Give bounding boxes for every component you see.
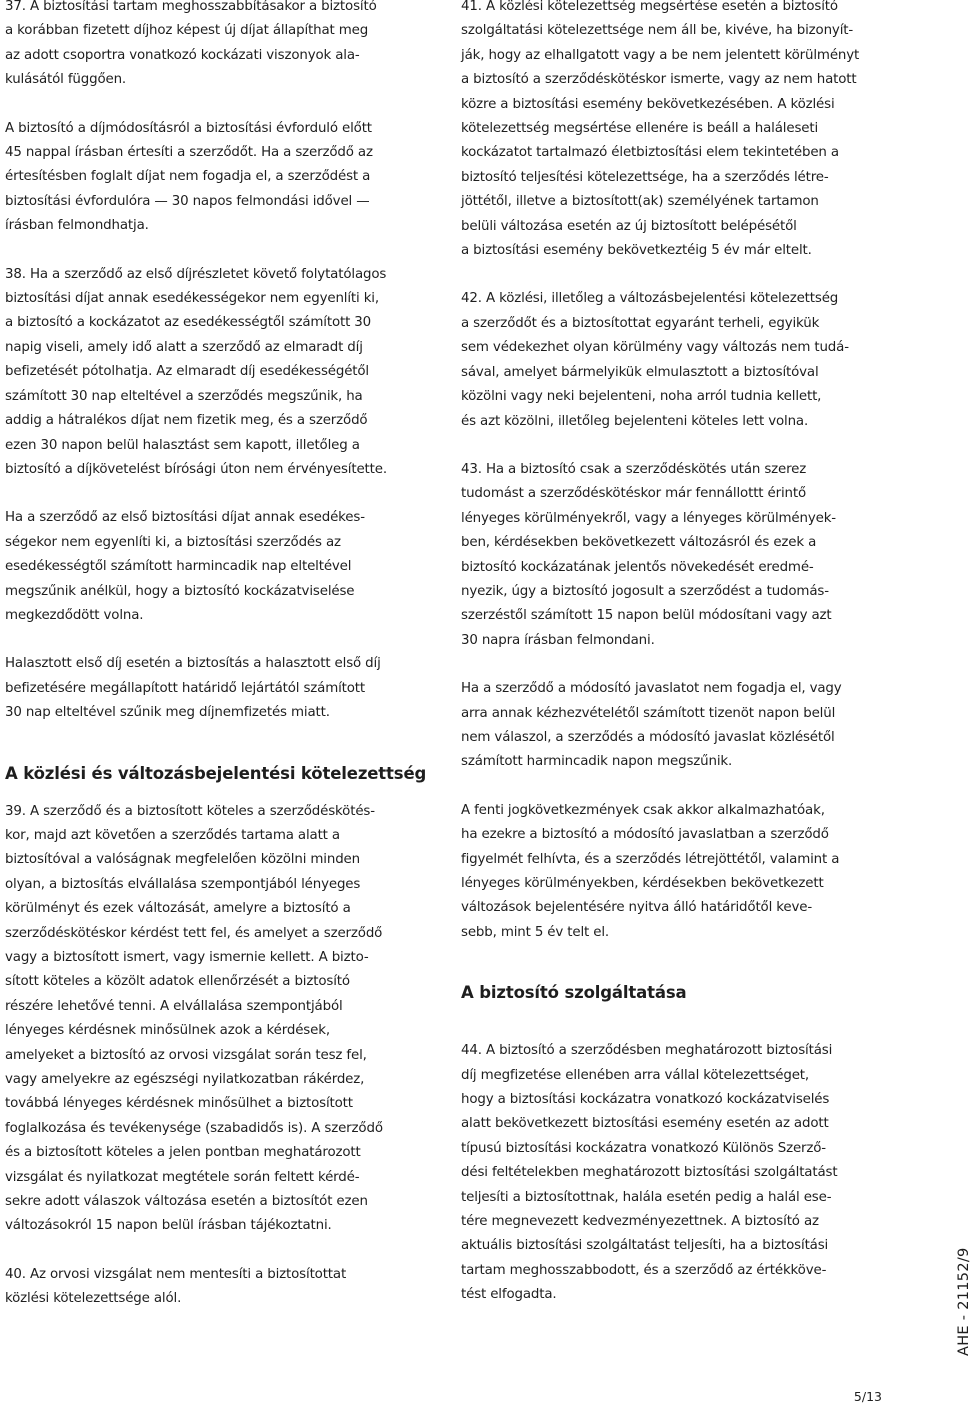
- right-column: [461, 0, 899, 1308]
- paragraph-37-premium-change: A biztosító a díjmódosításról a biztosítási évforduló előtt 45 nappal írásban értesíti a szerződőt. Ha a szerződő az értesítésben foglalt díjat nem fogadja el, a szerződést a biztosítási évfordulóra — 30 napos felmondási idővel — írásban felmondhatja.: [5, 120, 373, 234]
- paragraph-38: 38. Ha a szerződő az első díjrészletet követő folytatólagos biztosítási díjat annak esedékességekor nem egyenlíti ki, a biztosító a kockázatot az esedékességtől számított 30 napig viseli, amely idő alatt a szerződő az elmaradt díj befizetését pótolhatja. Az elmaradt díj esedékességétől számított 30 nap elteltével a szerződés megszűnik, ha addig a hátralékos díjat nem fizetik meg, és a szerződő ezen 30 napon belül halasztást sem kapott, illetőleg a biztosító a díjkövetelést bírósági úton nem érvényesítette.: [5, 266, 387, 477]
- paragraph-44: 44. A biztosító a szerződésben meghatározott biztosítási díj megfizetése ellenében arra vállal kötelezettséget, hogy a biztosítási kockázatra vonatkozó kockázatviselés alatt bekövetkezett biztosítási esemény esetén az adott típusú biztosítási kockázatra vonatkozó Különös Szerző- dési feltételekben meghatározott biztosítási szolgáltatást teljesíti a biztosítottnak, halála esetén pedig a halál ese- tére megnevezett kedvezményezettnek. A biztosító az aktuális biztosítási szolgáltatást teljesíti, ha a biztosítási tartam meghosszabbodott, és a szerződő az értékköve- tést elfogadta.: [461, 1043, 838, 1303]
- paragraph-39: 39. A szerződő és a biztosított köteles a szerződéskötés- kor, majd azt követően a szerződés tartama alatt a biztosítóval a valóságnak megfelelően közölni minden olyan, a biztosítás elvállalása szempontjából lényeges körülményt és ezek változását, amelyre a biztosító a szerződéskötéskor kérdést tett fel, és amelyet a szerződő vagy a biztosított ismert, vagy ismernie kellett. A bizto- sított köteles a közölt adatok ellenőrzését a biztosító részére lehetővé tenni. A elvállalása szempontjából lényeges kérdésnek minősülnek azok a kérdések, amelyeket a biztosító az orvosi vizsgálat során tesz fel, vagy amelyekre az egészségi nyilatkozatban rákérdez, továbbá lényeges kérdésnek minősülhet a biztosított foglalkozása és tevékenysége (szabadidős is). A szerződő és a biztosított köteles a jelen pontban meghatározott vizsgálat és nyilatkozat megtétele során feltett kérdé- sekre adott válaszok változása esetén a biztosítót ezen változásokról 15 napon belül írásban tájékoztatni.: [5, 803, 383, 1234]
- paragraph-38-deferred-premium: Halasztott első díj esetén a biztosítás a halasztott első díj befizetésére megállapított határidő lejártától számított 30 nap elteltével szűnik meg díjnemfizetés miatt.: [5, 656, 381, 721]
- left-column: [5, 0, 437, 1312]
- paragraph-37: 37. A biztosítási tartam meghosszabbításakor a biztosító a korábban fizetett díjhoz képest új díjat állapíthat meg az adott csoportra vonatkozó kockázati viszonyok ala- kulásától függően.: [5, 0, 377, 88]
- paragraph-43-modification: Ha a szerződő a módosító javaslatot nem fogadja el, vagy arra annak kézhezvételétől számított tizenöt napon belül nem válaszol, a szerződés a módosító javaslat közlésétől számított harmincadik napon megszűnik.: [461, 681, 842, 770]
- paragraph-38-first-premium: Ha a szerződő az első biztosítási díjat annak esedékes- ségekor nem egyenlíti ki, a biztosítási szerződés az esedékességtől számított harmincadik nap elteltével megszűnik anélkül, hogy a biztosító kockázatviselése megkezdődött volna.: [5, 510, 365, 623]
- paragraph-43-consequences: A fenti jogkövetkezmények csak akkor alkalmazhatóak, ha ezekre a biztosító a módosító javaslatban a szerződő figyelmét felhívta, és a szerződés létrejöttétől, valamint a lényeges körülményekben, kérdésekben bekövetkezett változások bejelentésére nyitva álló határidőtől keve- sebb, mint 5 év telt el.: [461, 802, 840, 940]
- paragraph-41: 41. A közlési kötelezettség megsértése esetén a biztosító szolgáltatási kötelezettsége nem áll be, kivéve, ha bizonyít- ják, hogy az elhallgatott vagy a be nem jelentett körülményt a biztosító a szerződéskötéskor ismerte, vagy az nem hatott közre a biztosítási esemény bekövetkezésében. A közlési kötelezettség megsértése ellenére is beáll a haláleseti kockázatot tartalmazó életbiztosítási elem tekintetében a biztosító teljesítési kötelezettsége, ha a szerződés létre- jöttétől, illetve a biztosított(ak) személyének tartamon belüli változása esetén az új biztosított belépésétől a biztosítási esemény bekövetkeztéig 5 év már eltelt.: [461, 0, 860, 259]
- section-heading-insurer-service: A biztosító szolgáltatása: [461, 983, 687, 1003]
- page-number: 5/13: [853, 1389, 882, 1404]
- document-code: AHE - 21152/9: [956, 1247, 972, 1356]
- section-heading-disclosure: A közlési és változásbejelentési kötelezettség: [5, 763, 427, 783]
- paragraph-40: 40. Az orvosi vizsgálat nem mentesíti a biztosítottat közlési kötelezettsége alól.: [5, 1266, 347, 1307]
- paragraph-43: 43. Ha a biztosító csak a szerződéskötés után szerez tudomást a szerződéskötéskor már fennállottt érintő lényeges körülményekről, vagy a lényeges körülmények- ben, kérdésekben bekövetkezett változásról és ezek a biztosító kockázatának jelentős növekedését eredmé- nyezik, úgy a biztosító jogosult a szerződést a tudomás- szerzéstől számított 15 napon belül módosítani vagy azt 30 napra írásban felmondani.: [461, 461, 836, 648]
- paragraph-42: 42. A közlési, illetőleg a változásbejelentési kötelezettség a szerződőt és a biztosítottat egyaránt terheli, egyikük sem védekezhet olyan körülmény vagy változás nem tudá- sával, amelyet bármelyikük elmulasztott a biztosítóval közölni vagy neki bejelenteni, noha arról tudnia kellett, és azt közölni, illetőleg bejelenteni köteles lett volna.: [461, 291, 849, 429]
